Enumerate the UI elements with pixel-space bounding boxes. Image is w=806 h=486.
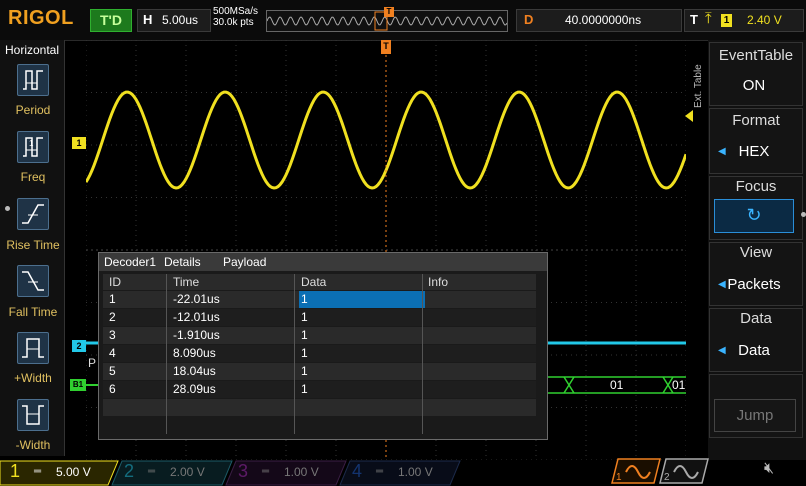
view-title: View [739,244,773,261]
trigger-status-badge[interactable]: T'D [90,9,132,32]
jump-button: Jump [714,399,796,432]
data-softkey[interactable] [709,308,803,372]
channel-scale: 2.00 V [170,465,205,479]
format-value: ◀ HEX [714,136,794,167]
brand-logo: RIGOL [8,7,74,29]
tab-details[interactable]: Details [164,255,201,269]
trigger-position-marker[interactable]: T [381,40,391,54]
trigger-label: T [690,12,698,27]
table-row[interactable] [103,381,536,398]
row-id: 2 [109,310,116,324]
format-title: Format [732,112,780,129]
row-time: -12.01us [173,310,220,324]
period-button[interactable] [17,64,49,96]
row-time: 28.09us [173,382,216,396]
column-divider [294,274,295,434]
column-header-id: ID [109,275,121,289]
channel-scale: 5.00 V [56,465,91,479]
bus-value-label: 01 [610,378,624,392]
table-row[interactable] [103,309,536,326]
positive-width-label: +Width [14,371,52,385]
row-data: 1 [301,364,308,378]
row-id: 5 [109,364,116,378]
page-indicator-dot [801,212,806,217]
channel-2-tab[interactable] [114,460,224,484]
select-arrow-icon: ◀ [718,279,726,290]
select-arrow-icon: ◀ [718,345,726,356]
focus-softkey[interactable] [709,176,803,240]
row-time: 18.04us [173,364,216,378]
row-time: -1.910us [173,328,220,342]
column-header-time: Time [173,275,200,289]
negative-width-label: -Width [15,438,51,452]
dc-coupling-icon: ═ [376,466,384,477]
svg-text:1: 1 [616,472,622,483]
row-time: -22.01us [173,292,220,306]
timebase-value: 5.00us [162,13,199,27]
fall-time-button[interactable] [17,265,49,297]
positive-width-icon [18,333,48,363]
negative-width-button[interactable] [17,399,49,431]
view-value: ◀ Packets [714,269,794,300]
channel-number: 1 [10,461,21,481]
table-row[interactable] [103,327,536,344]
channel-number: 2 [124,461,135,481]
row-time: 8.090us [173,346,216,360]
channel-1-tab[interactable] [0,460,110,484]
column-header-info: Info [428,275,449,289]
fall-time-label: Fall Time [8,305,58,319]
frequency-label: Freq [20,170,46,184]
row-id: 4 [109,346,116,360]
table-row[interactable] [103,363,536,380]
eventtable-title: EventTable [718,47,794,64]
dc-coupling-icon: ═ [34,466,42,477]
frequency-button[interactable] [17,131,49,163]
channel-3-tab[interactable] [228,460,338,484]
trigger-box[interactable] [684,9,804,32]
bus-label-fragment: P [88,356,97,370]
row-id: 3 [109,328,116,342]
data-title: Data [740,310,772,327]
table-row[interactable] [103,345,536,362]
trigger-source: 1 [721,14,732,27]
channel-number: 3 [238,461,249,481]
eventtable-value: ON [742,77,766,94]
page-indicator-dot [5,206,10,211]
ch1-offset-marker[interactable]: 1 [72,137,86,149]
table-row[interactable] [103,291,536,308]
decoder-event-table [98,252,548,440]
row-data: 1 [299,291,425,308]
rising-edge-icon: ⤒ [705,10,712,27]
rise-time-label: Rise Time [6,238,60,252]
svg-text:1: 1 [29,139,34,148]
overview-trigger-marker: T [384,7,394,17]
period-label: Period [15,103,51,117]
trigger-level: 2.40 V [747,13,782,27]
view-softkey[interactable] [709,242,803,306]
tab-decoder1[interactable]: Decoder1 [104,255,157,269]
row-data: 1 [301,382,308,396]
focus-title: Focus [735,178,777,195]
frequency-icon [18,132,48,162]
horizontal-label: H [143,12,153,27]
channel-4-tab[interactable] [342,460,452,484]
trigger-level-marker[interactable] [685,110,693,122]
svg-text:2: 2 [664,472,670,483]
speaker-muted-icon[interactable]: 🔇︎ [764,460,775,477]
decoder-table-tabs [99,253,547,271]
timebase-box[interactable] [137,9,211,32]
channel-number: 4 [352,461,363,481]
column-header-data: Data [301,275,327,289]
select-arrow-icon: ◀ [718,146,726,157]
channel-scale: 1.00 V [284,465,319,479]
delay-label: D [524,12,534,27]
eventtable-softkey[interactable] [709,42,803,106]
row-id: 6 [109,382,116,396]
column-divider [422,274,423,434]
memory-overview-waveform[interactable] [266,7,508,32]
ch2-offset-marker[interactable]: 2 [72,340,86,352]
rise-time-button[interactable] [17,198,49,230]
dc-coupling-icon: ═ [148,466,156,477]
decoder-table-header [103,274,536,290]
measure-panel-title: Horizontal [5,43,60,57]
memory-depth: 30.0k pts [213,17,254,28]
period-icon [18,65,48,95]
negative-width-icon [18,400,48,430]
delay-box[interactable] [516,9,682,32]
channel-scale: 1.00 V [398,465,433,479]
acquisition-info [213,6,258,28]
sample-rate: 500MSa/s [213,6,259,17]
row-data: 1 [301,328,308,342]
tab-payload[interactable]: Payload [223,255,267,269]
bus-marker[interactable]: B1 [70,379,86,391]
format-softkey[interactable] [709,108,803,174]
rise-time-icon [18,199,48,229]
waveform-generator-indicators [610,458,710,484]
fall-time-icon [18,266,48,296]
jump-softkey[interactable] [709,374,803,438]
refresh-icon: ↻ [714,199,794,233]
positive-width-button[interactable] [17,332,49,364]
row-id: 1 [109,292,116,306]
dc-coupling-icon: ═ [262,466,270,477]
table-row[interactable] [103,399,536,416]
row-data: 1 [301,310,308,324]
ext-table-label: Ext. Table [693,64,704,108]
delay-value: 40.0000000ns [565,13,642,27]
bus-value-label: 01 [672,378,686,392]
column-divider [166,274,167,434]
data-value: ◀ Data [714,335,794,366]
row-data: 1 [301,346,308,360]
